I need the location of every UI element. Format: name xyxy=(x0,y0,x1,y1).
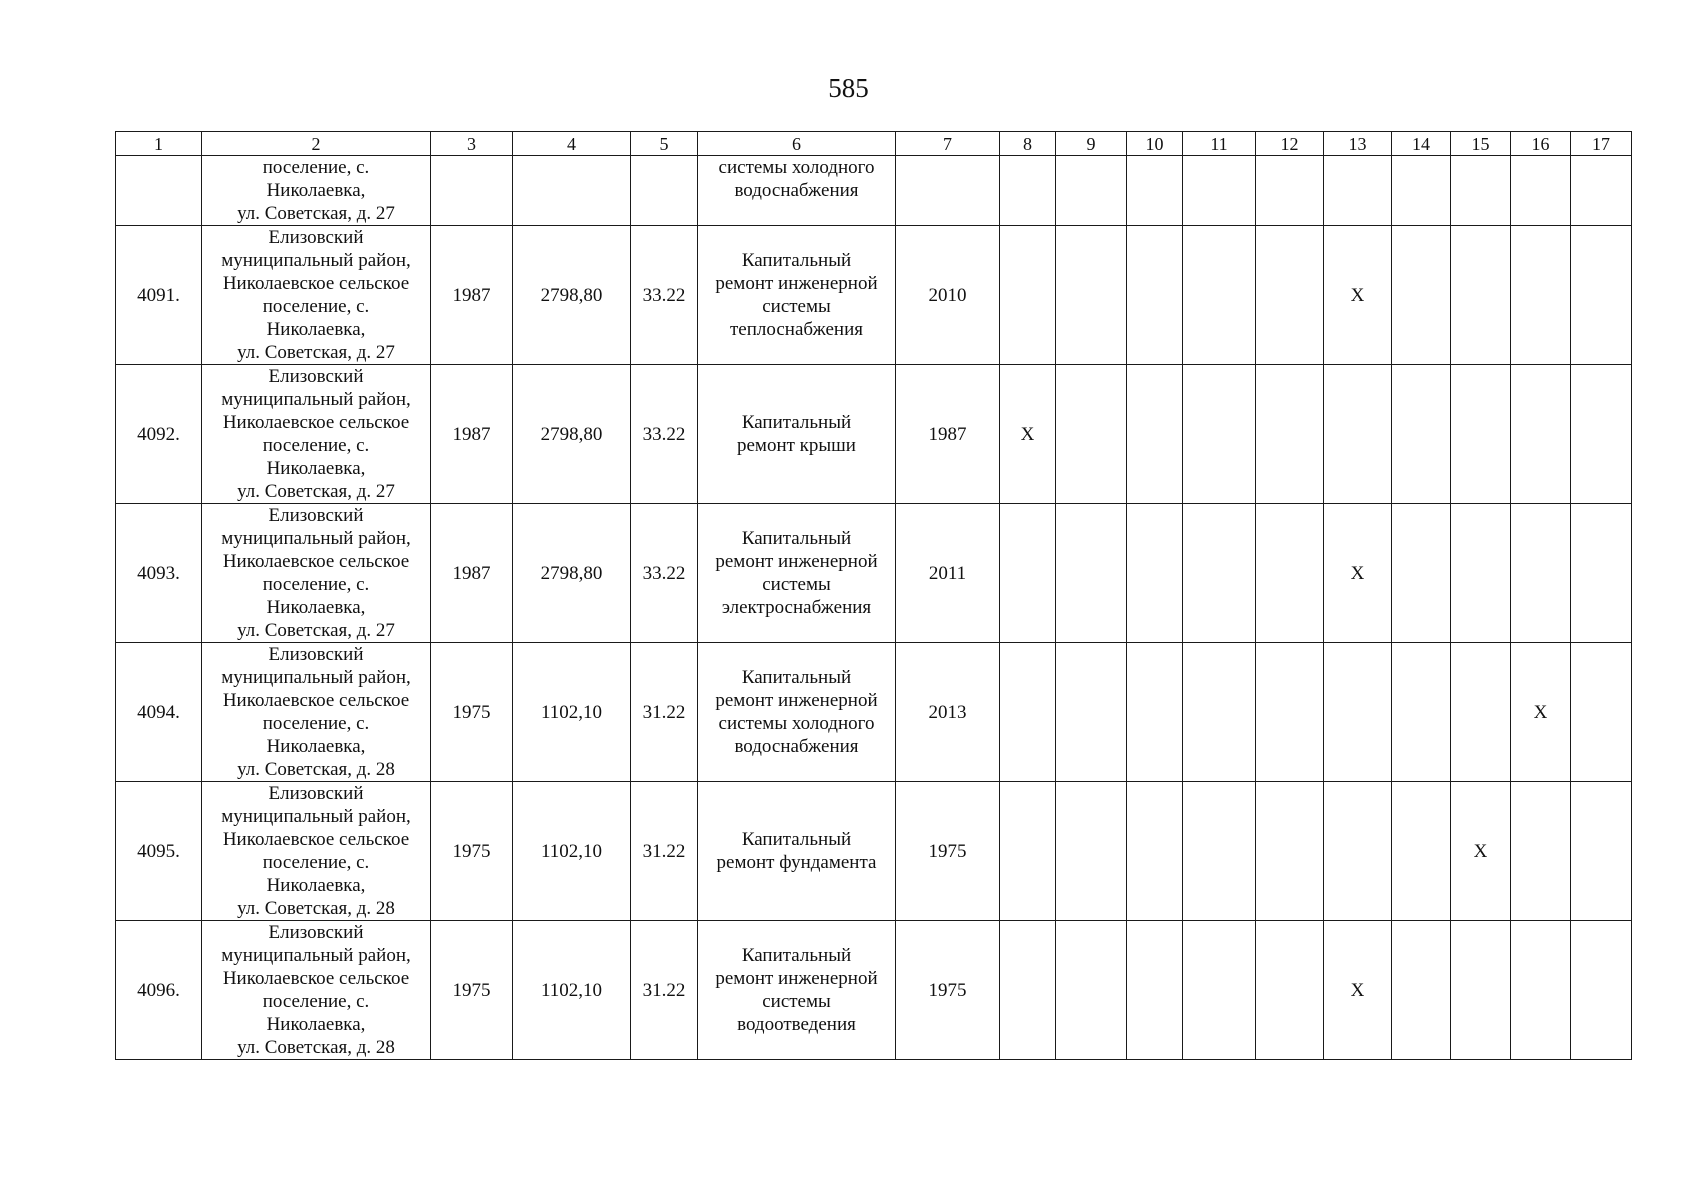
address-line: ул. Советская, д. 28 xyxy=(237,1037,395,1058)
empty-cell-col-12 xyxy=(1256,643,1324,782)
empty-cell-col-3 xyxy=(431,156,513,226)
year-built-cell: 1975 xyxy=(431,921,513,1060)
work-type-line: водоснабжения xyxy=(734,736,859,757)
empty-cell-col-14 xyxy=(1392,921,1451,1060)
empty-cell-col-10 xyxy=(1127,226,1183,365)
address-line: Николаевка, xyxy=(266,1014,366,1035)
address-line: поселение, с. xyxy=(262,991,370,1012)
address-line: Николаевское сельское xyxy=(222,412,410,433)
column-number-10: 10 xyxy=(1127,132,1183,156)
empty-cell-col-1 xyxy=(116,156,202,226)
address-line: Елизовский xyxy=(268,783,364,804)
address-line: Николаевка, xyxy=(266,319,366,340)
address-line: поселение, с. xyxy=(262,157,370,178)
address-cell xyxy=(202,643,431,782)
mark-cell: X xyxy=(1324,226,1392,365)
empty-cell-col-9 xyxy=(1056,921,1127,1060)
address-cell xyxy=(202,365,431,504)
repair-year-cell: 1987 xyxy=(896,365,1000,504)
empty-cell-col-16 xyxy=(1511,365,1571,504)
address-line: Николаевское сельское xyxy=(222,690,410,711)
continuation-row xyxy=(116,156,1632,226)
empty-cell-col-9 xyxy=(1056,226,1127,365)
work-type-line: водоснабжения xyxy=(734,180,859,201)
column-number-12: 12 xyxy=(1256,132,1324,156)
address-line: ул. Советская, д. 27 xyxy=(237,481,395,502)
address-line: муниципальный район, xyxy=(221,250,411,271)
area-cell: 2798,80 xyxy=(513,365,631,504)
column-number-13: 13 xyxy=(1324,132,1392,156)
column-number-5: 5 xyxy=(631,132,698,156)
empty-cell-col-17 xyxy=(1571,921,1632,1060)
empty-cell-col-7 xyxy=(896,156,1000,226)
address-line: муниципальный район, xyxy=(221,667,411,688)
work-type-line: Капитальный xyxy=(741,667,852,688)
wear-cell: 31.22 xyxy=(631,643,698,782)
table-row xyxy=(116,643,1632,782)
mark-cell: X xyxy=(1000,365,1056,504)
wear-cell: 31.22 xyxy=(631,782,698,921)
address-line: Николаевское сельское xyxy=(222,551,410,572)
work-type-line: системы xyxy=(762,296,831,317)
row-number-cell: 4091. xyxy=(116,226,202,365)
empty-cell-col-11 xyxy=(1183,226,1256,365)
empty-cell-col-11 xyxy=(1183,921,1256,1060)
address-line: Николаевка, xyxy=(266,597,366,618)
empty-cell-col-14 xyxy=(1392,504,1451,643)
empty-cell-col-13 xyxy=(1324,782,1392,921)
empty-cell-col-13 xyxy=(1324,156,1392,226)
year-built-cell: 1975 xyxy=(431,782,513,921)
work-type-line: ремонт фундамента xyxy=(716,852,877,873)
address-line: Николаевское сельское xyxy=(222,968,410,989)
empty-cell-col-9 xyxy=(1056,365,1127,504)
column-number-row xyxy=(116,132,1632,156)
table-row xyxy=(116,226,1632,365)
empty-cell-col-12 xyxy=(1256,226,1324,365)
year-built-cell: 1987 xyxy=(431,504,513,643)
address-line: Елизовский xyxy=(268,922,364,943)
address-line: поселение, с. xyxy=(262,296,370,317)
empty-cell-col-10 xyxy=(1127,504,1183,643)
address-line: Елизовский xyxy=(268,644,364,665)
address-line: ул. Советская, д. 27 xyxy=(237,620,395,641)
work-type-cell xyxy=(698,921,896,1060)
empty-cell-col-5 xyxy=(631,156,698,226)
work-type-line: ремонт инженерной xyxy=(715,968,878,989)
empty-cell-col-10 xyxy=(1127,782,1183,921)
empty-cell-col-8 xyxy=(1000,156,1056,226)
address-line: Елизовский xyxy=(268,227,364,248)
empty-cell-col-12 xyxy=(1256,365,1324,504)
address-line: ул. Советская, д. 27 xyxy=(237,342,395,363)
address-cell xyxy=(202,156,431,226)
address-line: муниципальный район, xyxy=(221,389,411,410)
empty-cell-col-13 xyxy=(1324,365,1392,504)
work-type-cell xyxy=(698,226,896,365)
wear-cell: 33.22 xyxy=(631,365,698,504)
column-number-8: 8 xyxy=(1000,132,1056,156)
address-line: ул. Советская, д. 28 xyxy=(237,898,395,919)
area-cell: 2798,80 xyxy=(513,504,631,643)
empty-cell-col-14 xyxy=(1392,643,1451,782)
table-row xyxy=(116,504,1632,643)
empty-cell-col-17 xyxy=(1571,782,1632,921)
work-type-cell xyxy=(698,365,896,504)
mark-cell: X xyxy=(1451,782,1511,921)
address-line: поселение, с. xyxy=(262,713,370,734)
column-number-2: 2 xyxy=(202,132,431,156)
empty-cell-col-8 xyxy=(1000,226,1056,365)
empty-cell-col-13 xyxy=(1324,643,1392,782)
address-cell xyxy=(202,504,431,643)
repair-schedule-table xyxy=(115,131,1632,1060)
address-line: поселение, с. xyxy=(262,435,370,456)
page-number: 585 xyxy=(828,73,869,103)
area-cell: 2798,80 xyxy=(513,226,631,365)
work-type-line: водоотведения xyxy=(737,1014,856,1035)
address-cell xyxy=(202,226,431,365)
row-number-cell: 4095. xyxy=(116,782,202,921)
empty-cell-col-11 xyxy=(1183,504,1256,643)
work-type-line: ремонт инженерной xyxy=(715,690,878,711)
empty-cell-col-10 xyxy=(1127,643,1183,782)
work-type-line: Капитальный xyxy=(741,829,852,850)
mark-cell: X xyxy=(1324,504,1392,643)
empty-cell-col-17 xyxy=(1571,156,1632,226)
year-built-cell: 1987 xyxy=(431,365,513,504)
address-line: Николаевское сельское xyxy=(222,273,410,294)
work-type-line: Капитальный xyxy=(741,412,852,433)
empty-cell-col-15 xyxy=(1451,226,1511,365)
empty-cell-col-16 xyxy=(1511,782,1571,921)
wear-cell: 33.22 xyxy=(631,504,698,643)
year-built-cell: 1987 xyxy=(431,226,513,365)
column-number-14: 14 xyxy=(1392,132,1451,156)
empty-cell-col-17 xyxy=(1571,365,1632,504)
empty-cell-col-12 xyxy=(1256,504,1324,643)
address-cell xyxy=(202,921,431,1060)
empty-cell-col-16 xyxy=(1511,226,1571,365)
empty-cell-col-15 xyxy=(1451,365,1511,504)
work-type-cell xyxy=(698,782,896,921)
area-cell: 1102,10 xyxy=(513,782,631,921)
empty-cell-col-9 xyxy=(1056,156,1127,226)
address-line: Николаевка, xyxy=(266,875,366,896)
work-type-line: теплоснабжения xyxy=(730,319,863,340)
work-type-cell xyxy=(698,504,896,643)
mark-cell: X xyxy=(1324,921,1392,1060)
empty-cell-col-8 xyxy=(1000,643,1056,782)
empty-cell-col-9 xyxy=(1056,643,1127,782)
address-line: Елизовский xyxy=(268,366,364,387)
row-number-cell: 4094. xyxy=(116,643,202,782)
empty-cell-col-8 xyxy=(1000,504,1056,643)
address-line: Николаевка, xyxy=(266,180,366,201)
table-body xyxy=(116,156,1632,1060)
empty-cell-col-14 xyxy=(1392,156,1451,226)
work-type-line: ремонт крыши xyxy=(737,435,856,456)
column-number-6: 6 xyxy=(698,132,896,156)
empty-cell-col-14 xyxy=(1392,365,1451,504)
wear-cell: 33.22 xyxy=(631,226,698,365)
column-number-17: 17 xyxy=(1571,132,1632,156)
empty-cell-col-4 xyxy=(513,156,631,226)
repair-year-cell: 2013 xyxy=(896,643,1000,782)
empty-cell-col-15 xyxy=(1451,504,1511,643)
address-line: ул. Советская, д. 27 xyxy=(237,203,395,224)
column-number-15: 15 xyxy=(1451,132,1511,156)
work-type-line: ремонт инженерной xyxy=(715,551,878,572)
work-type-line: системы xyxy=(762,574,831,595)
row-number-cell: 4096. xyxy=(116,921,202,1060)
empty-cell-col-16 xyxy=(1511,504,1571,643)
repair-year-cell: 1975 xyxy=(896,921,1000,1060)
table-row xyxy=(116,921,1632,1060)
work-type-line: системы xyxy=(762,991,831,1012)
empty-cell-col-11 xyxy=(1183,365,1256,504)
empty-cell-col-12 xyxy=(1256,782,1324,921)
empty-cell-col-17 xyxy=(1571,504,1632,643)
empty-cell-col-16 xyxy=(1511,156,1571,226)
mark-cell: X xyxy=(1511,643,1571,782)
empty-cell-col-11 xyxy=(1183,643,1256,782)
address-line: муниципальный район, xyxy=(221,945,411,966)
row-number-cell: 4093. xyxy=(116,504,202,643)
empty-cell-col-17 xyxy=(1571,643,1632,782)
table-row xyxy=(116,782,1632,921)
empty-cell-col-10 xyxy=(1127,921,1183,1060)
address-line: Николаевка, xyxy=(266,736,366,757)
table-row xyxy=(116,365,1632,504)
column-number-7: 7 xyxy=(896,132,1000,156)
empty-cell-col-12 xyxy=(1256,921,1324,1060)
column-number-1: 1 xyxy=(116,132,202,156)
work-type-line: электроснабжения xyxy=(721,597,872,618)
work-type-line: Капитальный xyxy=(741,528,852,549)
empty-cell-col-14 xyxy=(1392,782,1451,921)
empty-cell-col-11 xyxy=(1183,782,1256,921)
address-line: муниципальный район, xyxy=(221,528,411,549)
empty-cell-col-9 xyxy=(1056,782,1127,921)
column-number-4: 4 xyxy=(513,132,631,156)
work-type-line: Капитальный xyxy=(741,945,852,966)
repair-year-cell: 2010 xyxy=(896,226,1000,365)
empty-cell-col-8 xyxy=(1000,921,1056,1060)
work-type-line: ремонт инженерной xyxy=(715,273,878,294)
empty-cell-col-10 xyxy=(1127,365,1183,504)
empty-cell-col-15 xyxy=(1451,643,1511,782)
empty-cell-col-15 xyxy=(1451,156,1511,226)
address-line: Николаевка, xyxy=(266,458,366,479)
address-line: Николаевское сельское xyxy=(222,829,410,850)
repair-year-cell: 2011 xyxy=(896,504,1000,643)
address-cell xyxy=(202,782,431,921)
work-type-cell xyxy=(698,156,896,226)
work-type-line: системы холодного xyxy=(718,157,875,178)
area-cell: 1102,10 xyxy=(513,643,631,782)
empty-cell-col-12 xyxy=(1256,156,1324,226)
column-number-9: 9 xyxy=(1056,132,1127,156)
repair-year-cell: 1975 xyxy=(896,782,1000,921)
empty-cell-col-14 xyxy=(1392,226,1451,365)
empty-cell-col-10 xyxy=(1127,156,1183,226)
year-built-cell: 1975 xyxy=(431,643,513,782)
work-type-cell xyxy=(698,643,896,782)
empty-cell-col-15 xyxy=(1451,921,1511,1060)
empty-cell-col-11 xyxy=(1183,156,1256,226)
column-number-16: 16 xyxy=(1511,132,1571,156)
work-type-line: Капитальный xyxy=(741,250,852,271)
row-number-cell: 4092. xyxy=(116,365,202,504)
address-line: поселение, с. xyxy=(262,574,370,595)
empty-cell-col-16 xyxy=(1511,921,1571,1060)
work-type-line: системы холодного xyxy=(718,713,875,734)
address-line: ул. Советская, д. 28 xyxy=(237,759,395,780)
empty-cell-col-17 xyxy=(1571,226,1632,365)
address-line: поселение, с. xyxy=(262,852,370,873)
address-line: Елизовский xyxy=(268,505,364,526)
column-number-3: 3 xyxy=(431,132,513,156)
column-number-11: 11 xyxy=(1183,132,1256,156)
address-line: муниципальный район, xyxy=(221,806,411,827)
area-cell: 1102,10 xyxy=(513,921,631,1060)
empty-cell-col-9 xyxy=(1056,504,1127,643)
empty-cell-col-8 xyxy=(1000,782,1056,921)
wear-cell: 31.22 xyxy=(631,921,698,1060)
